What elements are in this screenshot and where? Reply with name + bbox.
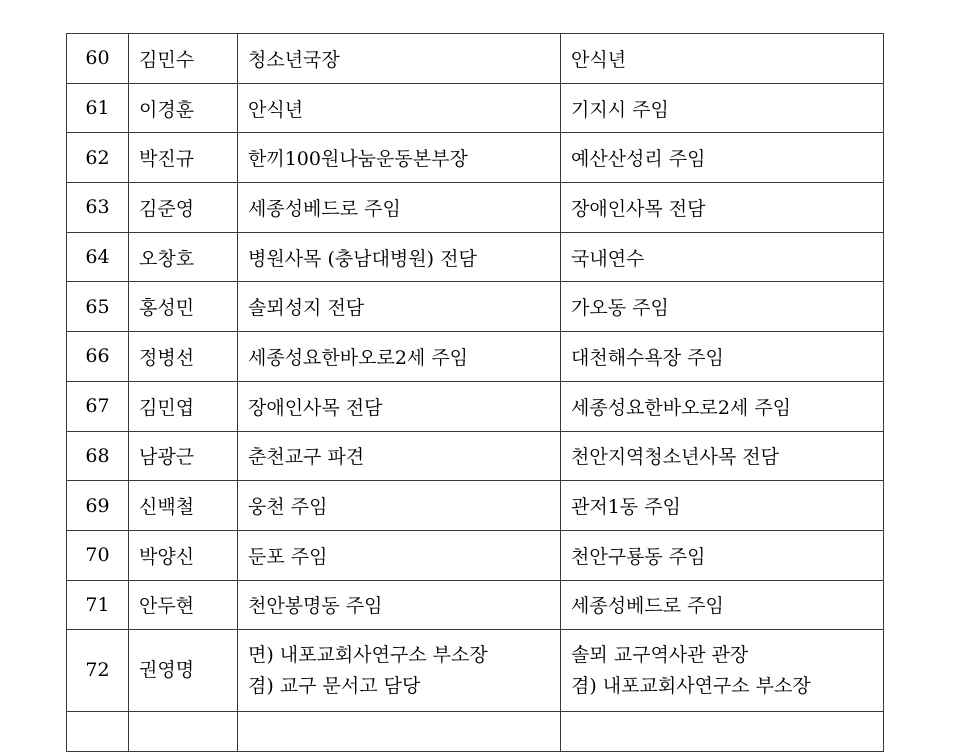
row-number: 69 (67, 481, 129, 531)
cutoff-cell (129, 712, 238, 752)
new-assignment: 천안지역청소년사목 전담 (561, 431, 884, 481)
row-number: 72 (67, 630, 129, 712)
person-name: 남광근 (129, 431, 238, 481)
person-name: 안두현 (129, 580, 238, 630)
table-row (67, 232, 884, 282)
row-number: 66 (67, 332, 129, 382)
previous-assignment: 천안봉명동 주임 (238, 580, 561, 630)
new-assignment: 예산산성리 주임 (561, 133, 884, 183)
row-number: 70 (67, 530, 129, 580)
person-name: 김준영 (129, 183, 238, 233)
table-row (67, 183, 884, 233)
personnel-table (66, 33, 884, 752)
previous-assignment: 병원사목 (충남대병원) 전담 (238, 232, 561, 282)
new-assignment-line: 솔뫼 교구역사관 관장 (571, 643, 749, 666)
previous-assignment-line: 겸) 교구 문서고 담당 (248, 674, 421, 697)
table-row (67, 34, 884, 84)
previous-assignment: 장애인사목 전담 (238, 381, 561, 431)
previous-assignment (238, 630, 561, 712)
row-number: 65 (67, 282, 129, 332)
person-name: 오창호 (129, 232, 238, 282)
row-number: 62 (67, 133, 129, 183)
new-assignment: 대천해수욕장 주임 (561, 332, 884, 382)
new-assignment: 안식년 (561, 34, 884, 84)
previous-assignment: 세종성요한바오로2세 주임 (238, 332, 561, 382)
table-row (67, 83, 884, 133)
table-row (67, 282, 884, 332)
row-number: 63 (67, 183, 129, 233)
person-name: 신백철 (129, 481, 238, 531)
table-row (67, 530, 884, 580)
previous-assignment: 청소년국장 (238, 34, 561, 84)
previous-assignment: 안식년 (238, 83, 561, 133)
table-row (67, 381, 884, 431)
new-assignment: 기지시 주임 (561, 83, 884, 133)
person-name: 박진규 (129, 133, 238, 183)
person-name: 이경훈 (129, 83, 238, 133)
table-body (67, 34, 884, 752)
row-number: 64 (67, 232, 129, 282)
new-assignment: 가오동 주임 (561, 282, 884, 332)
previous-assignment: 춘천교구 파견 (238, 431, 561, 481)
row-number: 68 (67, 431, 129, 481)
previous-assignment: 웅천 주임 (238, 481, 561, 531)
cutoff-cell (238, 712, 561, 752)
previous-assignment: 한끼100원나눔운동본부장 (238, 133, 561, 183)
table-row (67, 580, 884, 630)
previous-assignment-line: 면) 내포교회사연구소 부소장 (248, 643, 488, 666)
row-number: 60 (67, 34, 129, 84)
new-assignment: 국내연수 (561, 232, 884, 282)
table-row-cutoff (67, 712, 884, 752)
previous-assignment: 세종성베드로 주임 (238, 183, 561, 233)
new-assignment: 장애인사목 전담 (561, 183, 884, 233)
new-assignment: 세종성요한바오로2세 주임 (561, 381, 884, 431)
new-assignment (561, 630, 884, 712)
new-assignment: 천안구룡동 주임 (561, 530, 884, 580)
person-name: 정병선 (129, 332, 238, 382)
row-number: 71 (67, 580, 129, 630)
table-row (67, 481, 884, 531)
table-row (67, 630, 884, 712)
previous-assignment: 솔뫼성지 전담 (238, 282, 561, 332)
cutoff-cell (67, 712, 129, 752)
person-name: 권영명 (129, 630, 238, 712)
table-row (67, 332, 884, 382)
person-name: 홍성민 (129, 282, 238, 332)
table-row (67, 431, 884, 481)
person-name: 김민수 (129, 34, 238, 84)
new-assignment: 관저1동 주임 (561, 481, 884, 531)
cutoff-cell (561, 712, 884, 752)
table-row (67, 133, 884, 183)
row-number: 61 (67, 83, 129, 133)
new-assignment-line: 겸) 내포교회사연구소 부소장 (571, 674, 811, 697)
row-number: 67 (67, 381, 129, 431)
previous-assignment: 둔포 주임 (238, 530, 561, 580)
person-name: 박양신 (129, 530, 238, 580)
person-name: 김민엽 (129, 381, 238, 431)
new-assignment: 세종성베드로 주임 (561, 580, 884, 630)
